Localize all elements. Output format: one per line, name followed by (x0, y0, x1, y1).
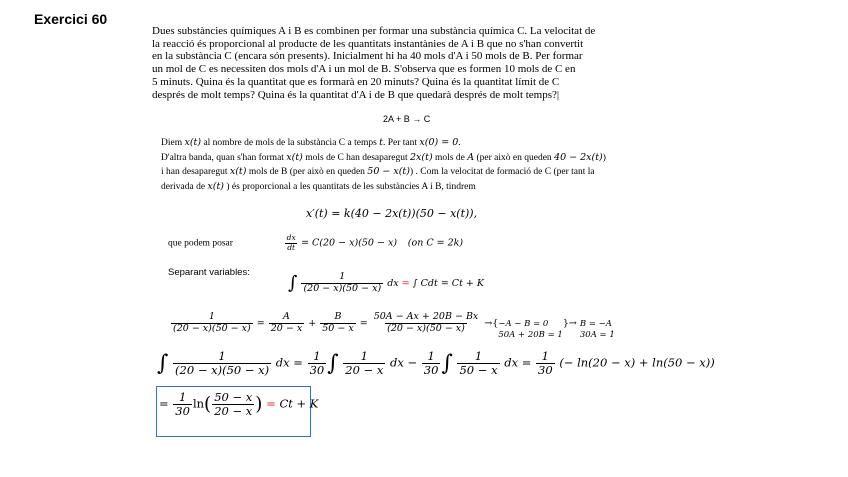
statement-line: en la substància C (encara són presents). Inicialment hi ha 40 mols d'A i 50 mols de B. Per formar (152, 50, 583, 63)
reaction-equation: 2A + B → C (383, 114, 431, 124)
posar-note: (on C = 2k) (407, 237, 464, 249)
explanation (161, 136, 606, 194)
equation-separated: ∫ $\frac{1}{(20 - x)(50 - x)}$ dx = ∫ Cdt = Ct + K (288, 271, 484, 294)
explanation-line-2: D'altra banda, quan s'han format x(t) mols de C han desaparegut 2x(t) mols de A (per això en queden 40 − 2x(t)) (161, 151, 606, 163)
statement-line: un mol de C es necessiten dos mols d'A i un mol de B. S'observa que es formen 10 mols de C en (152, 63, 576, 76)
integral-decomposition: ∫ $\frac{1}{(20 - x)(50 - x)}$ dx = $\frac{1}{30}$ ∫ $\frac{1}{20 - x}$ dx − $\frac{1}{30}$ ∫ $\frac{1}{50 - x}$ dx = $\frac{1}{30}$ (− ln(20 − x) + ln(50 − x)) (157, 349, 715, 378)
red-equals: = (401, 277, 410, 289)
posar-rhs: = C(20 − x)(50 − x) (301, 237, 398, 249)
dx-dt-fraction: $\frac{dx}{dt}$ (286, 233, 296, 252)
problem-statement (152, 25, 652, 101)
explanation-line-4: derivada de x(t) ) és proporcional a les quantitats de les substàncies A i B, tindrem (161, 180, 476, 192)
posar-label: que podem posar (168, 238, 233, 249)
statement-line: després de molt temps? Quina és la quantitat d'A i de B que quedarà després de molt temps?| (152, 88, 560, 101)
linear-system: −A − B = 0 50A + 20B = 1 (498, 318, 563, 340)
explanation-line-1: Diem x(t) al nombre de mols de la substància C a temps t. Per tant x(0) = 0. (161, 137, 461, 148)
differential-equation: x′(t) = k(40 − 2x(t))(50 − x(t)), (306, 207, 478, 220)
posar-row (168, 234, 463, 252)
statement-line: 5 minuts. Quina és la quantitat que es formarà en 20 minuts? Quina és la quantitat límit de C (152, 75, 560, 88)
system-solution: B = −A 30A = 1 (579, 318, 615, 340)
explanation-line-3: i han desaparegut x(t) mols de B (per això en queden 50 − x(t)) . Com la velocitat de formació de C (per tant la (161, 166, 595, 177)
statement-line: Dues substàncies químiques A i B es combinen per formar una substància química C. La velocitat de (152, 25, 596, 37)
statement-line: la reacció és proporcional al producte de les quantitats instantànies de A i B que no s'han convertit (152, 37, 584, 50)
partial-fractions-equation: $\frac{1}{(20 - x)(50 - x)}$ = $\frac{A}{20 - x}$ + $\frac{B}{50 - x}$ = $\frac{50A - Ax + 20B - Bx}{(20 - x)(50 - x)}$ →{ −A − B = 0 50A + 20B = 1 }→ B = −A 30A = 1 (173, 311, 615, 340)
exercise-title: Exercici 60 (34, 11, 108, 27)
boxed-result: = $\frac{1}{30}$ ln( $\frac{50 - x}{20 - x}$ ) = Ct + K (159, 390, 319, 419)
separant-label: Separant variables: (168, 267, 250, 278)
